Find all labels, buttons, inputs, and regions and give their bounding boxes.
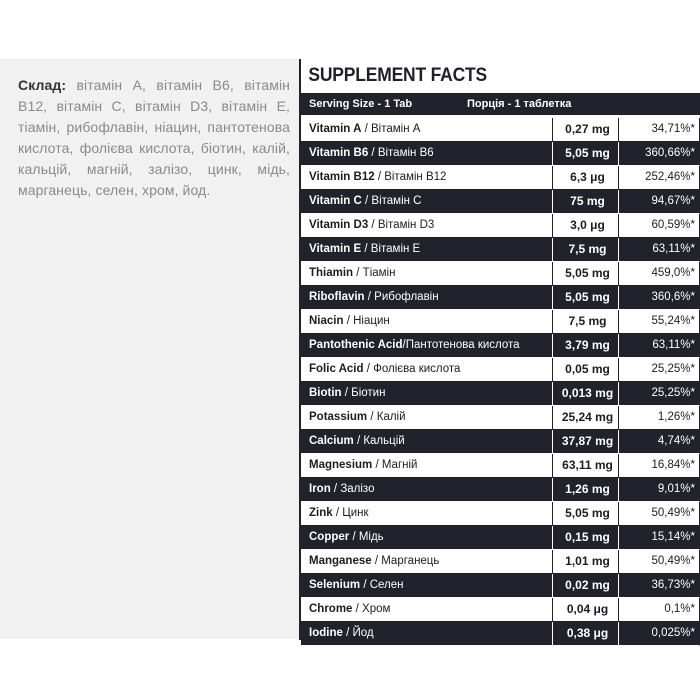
nutrient-name-ua: / Селен [360, 579, 404, 591]
nutrient-row [301, 118, 700, 142]
nutrient-name-ua: / Біотин [341, 387, 386, 399]
nutrient-row [301, 598, 700, 622]
nutrient-daily-value: 360,66%* [618, 142, 700, 165]
nutrient-name-ua: / Вітамін А [361, 123, 421, 135]
nutrient-name [301, 286, 552, 309]
composition-text [18, 75, 290, 201]
nutrient-daily-value: 34,71%* [618, 118, 700, 141]
nutrient-name-en: Vitamin B12 [309, 171, 375, 183]
nutrient-name-en: Calcium [309, 435, 354, 447]
nutrient-amount: 0,04 μg [552, 598, 618, 621]
nutrient-name [301, 502, 552, 525]
nutrient-daily-value: 459,0%* [618, 262, 700, 285]
nutrient-name-ua: / Калій [367, 411, 406, 423]
nutrient-amount: 5,05 mg [552, 286, 618, 309]
nutrient-amount: 5,05 mg [552, 262, 618, 285]
nutrient-name-en: Potassium [309, 411, 368, 423]
nutrient-daily-value: 360,6%* [618, 286, 700, 309]
nutrient-name-en: Zink [309, 507, 333, 519]
nutrient-name-en: Vitamin D3 [309, 219, 369, 231]
nutrient-amount: 0,15 mg [552, 526, 618, 549]
nutrient-daily-value: 252,46%* [618, 166, 700, 189]
nutrient-name [301, 118, 552, 141]
nutrient-daily-value: 0,1%* [618, 598, 700, 621]
nutrient-name [301, 238, 552, 261]
nutrient-name [301, 454, 552, 477]
nutrient-name-en: Pantothenic Acid [309, 339, 403, 351]
serving-size-ua: Порція - 1 таблетка [467, 98, 572, 110]
nutrient-name [301, 574, 552, 597]
nutrient-amount: 3,79 mg [552, 334, 618, 357]
nutrient-name-en: Niacin [309, 315, 344, 327]
nutrient-daily-value: 15,14%* [618, 526, 700, 549]
nutrient-amount: 5,05 mg [552, 142, 618, 165]
nutrient-name [301, 262, 552, 285]
nutrient-amount: 37,87 mg [552, 430, 618, 453]
nutrient-name-en: Selenium [309, 579, 361, 591]
nutrient-name-ua: / Магній [372, 459, 418, 471]
nutrient-name [301, 214, 552, 237]
nutrient-row [301, 526, 700, 550]
supplement-facts-table [299, 59, 700, 640]
facts-title: SUPPLEMENT FACTS [308, 65, 488, 86]
nutrient-row [301, 382, 700, 406]
nutrient-name-en: Iron [309, 483, 331, 495]
nutrient-name-en: Vitamin B6 [309, 147, 369, 159]
nutrient-row [301, 166, 700, 190]
nutrient-name-ua: / Вітамін B12 [374, 171, 447, 183]
nutrient-name-en: Vitamin A [309, 123, 362, 135]
nutrient-amount: 0,05 mg [552, 358, 618, 381]
nutrient-name [301, 430, 552, 453]
nutrient-name [301, 598, 552, 621]
serving-size-bar [301, 93, 700, 115]
nutrient-amount: 0,013 mg [552, 382, 618, 405]
nutrient-row [301, 406, 700, 430]
nutrient-row [301, 286, 700, 310]
nutrient-name-ua: / Вітамін C [361, 195, 422, 207]
nutrient-daily-value: 94,67%* [618, 190, 700, 213]
nutrient-row [301, 238, 700, 262]
composition-panel [0, 59, 300, 639]
nutrient-name [301, 358, 552, 381]
nutrient-name [301, 166, 552, 189]
nutrient-row [301, 262, 700, 286]
nutrient-daily-value: 55,24%* [618, 310, 700, 333]
nutrient-amount: 7,5 mg [552, 310, 618, 333]
nutrient-amount: 1,01 mg [552, 550, 618, 573]
nutrient-name-en: Chrome [309, 603, 353, 615]
nutrient-name-ua: / Залізо [330, 483, 375, 495]
nutrient-amount: 0,38 μg [552, 622, 618, 645]
nutrient-daily-value: 25,25%* [618, 358, 700, 381]
nutrient-name-en: Thiamin [309, 267, 354, 279]
nutrient-amount: 6,3 μg [552, 166, 618, 189]
nutrient-name-en: Riboflavin [309, 291, 365, 303]
serving-size-en: Serving Size - 1 Tab [309, 98, 413, 110]
nutrient-row [301, 214, 700, 238]
nutrient-name-en: Copper [309, 531, 350, 543]
nutrient-name-ua: / Мідь [349, 531, 384, 543]
nutrient-row [301, 454, 700, 478]
nutrient-rows [301, 118, 700, 646]
nutrient-name-en: Magnesium [309, 459, 373, 471]
nutrient-row [301, 574, 700, 598]
nutrient-amount: 75 mg [552, 190, 618, 213]
nutrient-row [301, 430, 700, 454]
nutrient-daily-value: 4,74%* [618, 430, 700, 453]
composition-label: Склад: [18, 77, 67, 93]
nutrient-amount: 0,02 mg [552, 574, 618, 597]
nutrient-row [301, 550, 700, 574]
nutrient-daily-value: 50,49%* [618, 502, 700, 525]
nutrient-daily-value: 0,025%* [618, 622, 700, 645]
nutrient-name-en: Manganese [309, 555, 372, 567]
nutrient-name-ua: / Марганець [371, 555, 440, 567]
nutrient-daily-value: 63,11%* [618, 334, 700, 357]
nutrient-amount: 7,5 mg [552, 238, 618, 261]
nutrient-name [301, 526, 552, 549]
nutrient-daily-value: 50,49%* [618, 550, 700, 573]
nutrient-name [301, 382, 552, 405]
nutrient-daily-value: 1,26%* [618, 406, 700, 429]
nutrient-name-ua: / Йод [342, 627, 374, 639]
nutrient-name [301, 334, 552, 357]
nutrient-name [301, 310, 552, 333]
composition-ingredients: вітамін А, вітамін В6, вітамін В12, вітамін С, вітамін D3, вітамін Е, тіамін, рибофлавін, ніацин, пантотенова кислота, фолієва кислота, біотин, калій, кальцій, магній, залізо, цинк, мідь, марганець, селен, хром, йод. [18, 77, 290, 198]
nutrient-name-ua: / Вітамін E [361, 243, 421, 255]
nutrient-name [301, 478, 552, 501]
nutrient-amount: 0,27 mg [552, 118, 618, 141]
nutrient-name [301, 190, 552, 213]
nutrient-name-en: Biotin [309, 387, 342, 399]
nutrient-name [301, 406, 552, 429]
nutrient-row [301, 334, 700, 358]
nutrient-row [301, 502, 700, 526]
nutrient-daily-value: 16,84%* [618, 454, 700, 477]
nutrient-row [301, 190, 700, 214]
nutrient-name [301, 622, 552, 645]
nutrient-amount: 63,11 mg [552, 454, 618, 477]
nutrient-row [301, 358, 700, 382]
nutrient-name-ua: / Фолієва кислота [363, 363, 461, 375]
nutrient-name-ua: / Тіамін [353, 267, 396, 279]
nutrient-row [301, 622, 700, 646]
nutrient-name-ua: / Рибофлавін [364, 291, 439, 303]
nutrient-row [301, 310, 700, 334]
nutrient-row [301, 478, 700, 502]
nutrient-amount: 25,24 mg [552, 406, 618, 429]
nutrient-name-en: Vitamin C [309, 195, 362, 207]
nutrient-name [301, 550, 552, 573]
nutrient-name-en: Folic Acid [309, 363, 364, 375]
nutrient-amount: 5,05 mg [552, 502, 618, 525]
nutrient-amount: 3,0 μg [552, 214, 618, 237]
nutrient-daily-value: 63,11%* [618, 238, 700, 261]
nutrient-amount: 1,26 mg [552, 478, 618, 501]
nutrient-daily-value: 36,73%* [618, 574, 700, 597]
nutrient-name-ua: / Кальцій [353, 435, 405, 447]
nutrient-name-en: Vitamin E [309, 243, 362, 255]
nutrient-daily-value: 9,01%* [618, 478, 700, 501]
nutrient-daily-value: 60,59%* [618, 214, 700, 237]
nutrient-name-ua: /Пантотенова кислота [402, 339, 520, 351]
nutrient-name-en: Iodine [309, 627, 343, 639]
nutrient-name-ua: / Вітамін B6 [368, 147, 434, 159]
nutrient-name-ua: / Вітамін D3 [368, 219, 435, 231]
nutrient-daily-value: 25,25%* [618, 382, 700, 405]
nutrient-name-ua: / Хром [352, 603, 391, 615]
nutrient-name-ua: / Ніацин [343, 315, 390, 327]
nutrient-name-ua: / Цинк [332, 507, 369, 519]
nutrient-row [301, 142, 700, 166]
nutrient-name [301, 142, 552, 165]
